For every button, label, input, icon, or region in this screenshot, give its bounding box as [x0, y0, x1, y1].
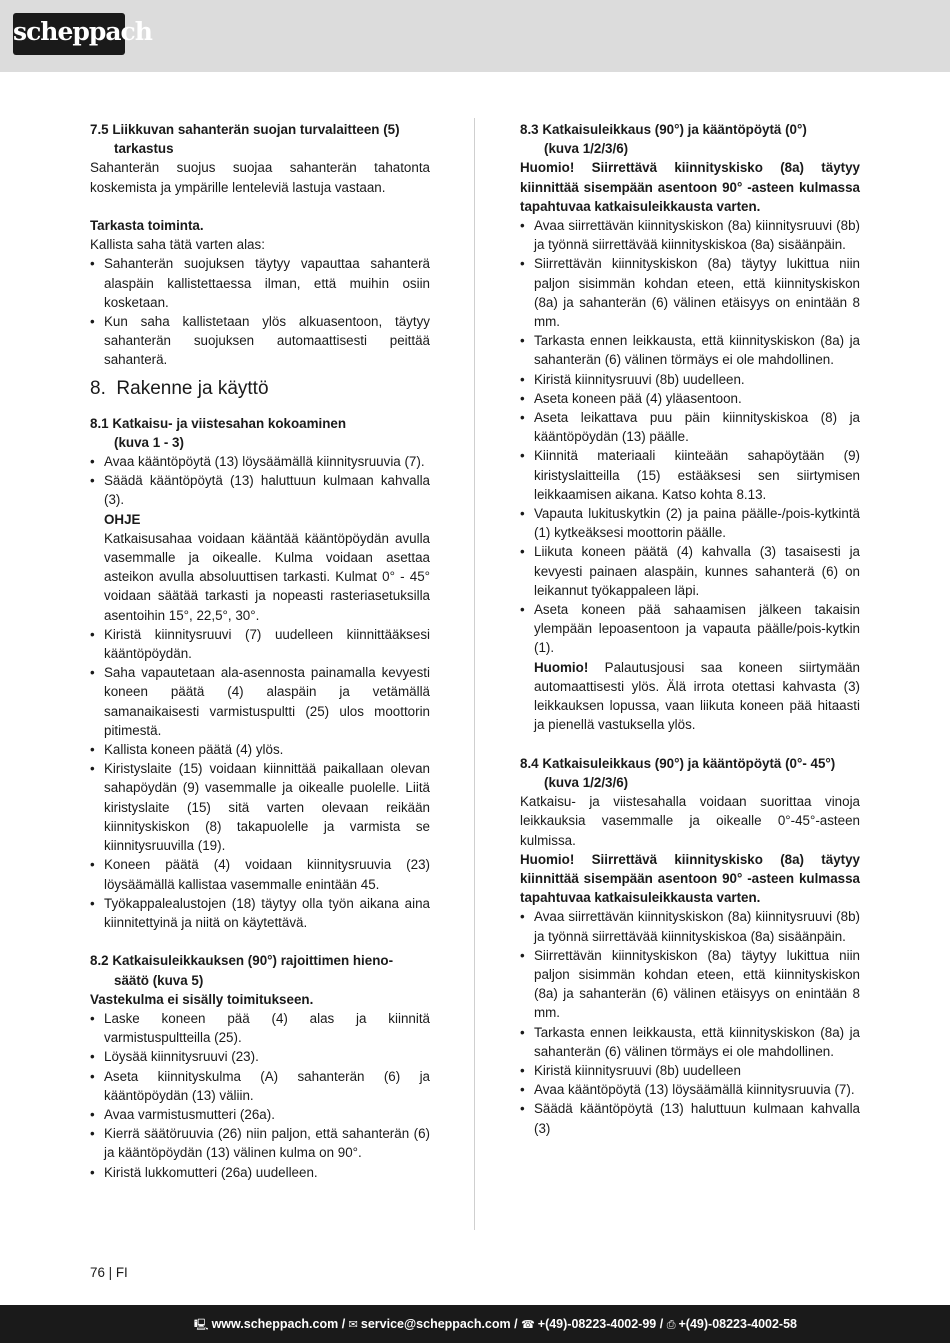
- section-8-4-list: [520, 907, 860, 1137]
- section-8-3-heading-line1: 8.3 Katkaisuleikkaus (90°) ja kääntöpöytä (0°): [520, 122, 807, 137]
- check-function-label: Tarkasta toiminta.: [90, 218, 204, 233]
- chapter-title: Rakenne ja käyttö: [116, 377, 269, 399]
- list-item: • Aseta koneen pää (4) yläasentoon.: [520, 389, 860, 408]
- list-item: • Siirrettävän kiinnityskiskon (8a) täytyy lukittua niin paljon sisimmän kohdan eteen, että kiinnityskiskon (8a) ja sahanterän (6) välinen etäisyys on enintään 8 mm.: [520, 946, 860, 1023]
- list-item: • Sahanterän suojuksen täytyy vapauttaa sahanterä alaspäin kallistettaessa ilman, että muihin osiin kosketaan.: [90, 254, 430, 312]
- list-item: • Tarkasta ennen leikkausta, että kiinnityskiskon (8a) ja sahanterän (6) välinen törmäys ei ole mahdollinen.: [520, 331, 860, 369]
- list-item: • Kiristä kiinnitysruuvi (8b) uudelleen: [520, 1061, 860, 1080]
- note-text: Katkaisusahaa voidaan kääntää kääntöpöydän avulla vasemmalle ja oikealle. Kulma voidaan asettaa asteikon avulla absoluuttisen tarkasti. Kulmat 0° - 45° voidaan säätää tarkasti ja nopeasti rasteriasetuksilla asentoihin 15°, 22,5°, 30°.: [104, 530, 430, 623]
- list-item: • Aseta kiinnityskulma (A) sahanterän (6) ja kääntöpöydän (13) väliin.: [90, 1067, 430, 1105]
- section-8-2-heading: [90, 951, 430, 989]
- page-header: [0, 0, 950, 72]
- list-item: • Avaa siirrettävän kiinnityskiskon (8a) kiinnitysruuvi (8b) ja työnnä siirrettävää kiinnityskiskoa (8a) sisäänpäin.: [520, 907, 860, 945]
- section-8-1-heading: [90, 414, 430, 452]
- note-label: OHJE: [104, 511, 141, 527]
- list-item: • Kierrä säätöruuvia (26) niin paljon, että sahanterän (6) ja kääntöpöydän (13) välinen kulma on 90°.: [90, 1124, 430, 1162]
- section-8-3-heading: [520, 120, 860, 158]
- section-8-1-list-a: [90, 452, 430, 510]
- section-7-5-heading-line2: tarkastus: [114, 141, 174, 157]
- chapter-number: 8.: [90, 377, 106, 399]
- list-item: • Kiristä lukkomutteri (26a) uudelleen.: [90, 1163, 430, 1182]
- list-item: • Avaa varmistusmutteri (26a).: [90, 1105, 430, 1124]
- section-8-2-note: Vastekulma ei sisälly toimitukseen.: [90, 991, 314, 1007]
- list-item: • Avaa kääntöpöytä (13) löysäämällä kiinnitysruuvia (7).: [520, 1080, 860, 1099]
- column-divider: [474, 118, 475, 1230]
- list-item: • Työkappalealustojen (18) täytyy olla työn aikana aina kiinnitettyinä ja niitä on käytettävä.: [90, 894, 430, 932]
- mail-icon: ✉: [348, 1318, 358, 1331]
- list-item: • Kiristyslaite (15) voidaan kiinnittää paikallaan olevan sahapöydän (9) vasemmalle ja oikealle puolelle. Liitä kiristyslaite (15) sitä varten olevaan reikään kiinnityskiskon (8) takapuolelle ja varmista se kiinnitysruuvilla (19).: [90, 759, 430, 855]
- list-item: • Vapauta lukituskytkin (2) ja paina päälle-/pois-kytkintä (1) kytkeäksesi moottorin päälle.: [520, 504, 860, 542]
- list-item: • Aseta koneen pää sahaamisen jälkeen takaisin ylempään lepoasentoon ja vapauta päälle/pois-kytkin (1).: [520, 600, 860, 658]
- section-8-2-heading-line1: 8.2 Katkaisuleikkauksen (90°) rajoittimen hieno-: [90, 953, 394, 969]
- note-text: Palautusjousi saa koneen siirtymään automaattisesti ylös. Älä irrota otettasi kahvasta (3) leikkauksen lopussa, vaan liikuta koneen pää hitaasti ja pienellä vastuksella ylös.: [534, 659, 860, 733]
- scheppach-logo: [13, 13, 152, 55]
- list-item: • Säädä kääntöpöytä (13) haluttuun kulmaan kahvalla (3).: [90, 471, 430, 509]
- section-8-3-list: [520, 216, 860, 658]
- phone-icon: ☎: [521, 1318, 535, 1331]
- tilt-instruction: Kallista saha tätä varten alas:: [90, 237, 265, 253]
- right-column: [520, 120, 860, 1138]
- list-item: • Siirrettävän kiinnityskiskon (8a) täytyy lukittua niin paljon sisimmän kohdan eteen, että kiinnityskiskon (8a) ja sahanterän (6) välinen etäisyys on enintään 8 mm.: [520, 254, 860, 331]
- section-8-4-heading-line2: (kuva 1/2/3/6): [544, 774, 629, 790]
- chapter-8-heading: [90, 377, 430, 401]
- page-language: FI: [115, 1265, 128, 1280]
- footer-email[interactable]: service@scheppach.com: [360, 1317, 511, 1331]
- section-8-3-note: [520, 658, 860, 735]
- list-item: • Kiristä kiinnitysruuvi (7) uudelleen kiinnittääksesi kääntöpöydän.: [90, 625, 430, 663]
- list-item: • Säädä kääntöpöytä (13) haluttuun kulmaan kahvalla (3): [520, 1099, 860, 1137]
- page-number: 76 | FI: [90, 1265, 128, 1280]
- fax-icon: ⎙: [666, 1318, 676, 1331]
- section-8-3-heading-line2: (kuva 1/2/3/6): [544, 141, 629, 157]
- page-number-value: 76: [90, 1265, 105, 1280]
- list-item: • Kallista koneen päätä (4) ylös.: [90, 740, 430, 759]
- section-8-4-warning: Huomio! Siirrettävä kiinnityskisko (8a) täytyy kiinnittää sisempään asentoon 90° -asteen kulmassa tapahtuvaa katkaisuleikkausta varten.: [520, 851, 860, 906]
- list-item: • Aseta leikattava puu päin kiinnityskiskoa (8) ja kääntöpöydän (13) päälle.: [520, 408, 860, 446]
- list-item: • Kiinnitä materiaali kiinteään sahapöytään (9) kiristyslaitteilla (15) estääksesi sen siirtymisen leikkaamisen aikana. Katso kohta 8.13.: [520, 446, 860, 504]
- list-item: • Saha vapautetaan ala-asennosta painamalla kevyesti koneen päätä (4) alaspäin ja vetämällä samanaikaisesti varmistuspultti (25) ulos moottorin pitimestä.: [90, 663, 430, 740]
- list-item: • Kiristä kiinnitysruuvi (8b) uudelleen.: [520, 370, 860, 389]
- section-8-4-heading: [520, 754, 860, 792]
- footer-website[interactable]: www.scheppach.com: [211, 1317, 339, 1331]
- section-8-1-list-b: [90, 625, 430, 932]
- logo-text: scheppach: [13, 17, 152, 46]
- left-column: [90, 120, 430, 1182]
- list-item: • Koneen päätä (4) voidaan kiinnitysruuvia (23) löysäämällä kallistaa vasemmalle enintään 45.: [90, 855, 430, 893]
- section-7-5-paragraph: Sahanterän suojus suojaa sahanterän tahatonta koskemista ja ympärille lenteleviä lastuja vastaan.: [90, 160, 430, 195]
- list-item: • Tarkasta ennen leikkausta, että kiinnityskiskon (8a) ja sahanterän (6) välinen törmäys ei ole mahdollinen.: [520, 1023, 860, 1061]
- computer-icon: 🖳: [193, 1318, 209, 1331]
- section-8-2-list: [90, 1009, 430, 1182]
- section-8-4-paragraph: Katkaisu- ja viistesahalla voidaan suorittaa vinoja leikkauksia vasemmalle ja oikealle 0°-45°-asteen kulmissa.: [520, 794, 860, 848]
- footer-phone: +(49)-08223-4002-99: [537, 1317, 657, 1331]
- note-label: Huomio!: [534, 659, 589, 675]
- section-8-4-heading-line1: 8.4 Katkaisuleikkaus (90°) ja kääntöpöytä (0°- 45°): [520, 755, 836, 771]
- section-8-3-warning: Huomio! Siirrettävä kiinnityskisko (8a) täytyy kiinnittää sisempään asentoon 90° -asteen kulmassa tapahtuvaa katkaisuleikkausta varten.: [520, 160, 860, 214]
- list-item: • Liikuta koneen päätä (4) kahvalla (3) tasaisesti ja kevyesti painaen alaspäin, kunnes sahanterä (6) on leikannut työkappaleen läpi.: [520, 542, 860, 600]
- section-8-2-heading-line2: säätö (kuva 5): [114, 972, 204, 988]
- footer-fax: +(49)-08223-4002-58: [678, 1317, 797, 1331]
- page-footer: 🖳 www.scheppach.com / ✉ service@scheppach.com / ☎ +(49)-08223-4002-99 / ⎙ +(49)-08223-4002-58: [0, 1305, 950, 1343]
- section-7-5-heading-line1: 7.5 Liikkuvan sahanterän suojan turvalaitteen (5): [90, 122, 400, 137]
- list-item: • Avaa siirrettävän kiinnityskiskon (8a) kiinnitysruuvi (8b) ja työnnä siirrettävää kiinnityskiskoa (8a) sisäänpäin.: [520, 216, 860, 254]
- section-7-5-heading: [90, 120, 430, 158]
- section-7-5-list: [90, 254, 430, 369]
- list-item: • Kun saha kallistetaan ylös alkuasentoon, täytyy sahanterän suojuksen automaattisesti peittää sahanterä.: [90, 312, 430, 370]
- section-8-1-heading-line2: (kuva 1 - 3): [114, 434, 184, 450]
- list-item: • Laske koneen pää (4) alas ja kiinnitä varmistuspultteilla (25).: [90, 1009, 430, 1047]
- section-8-1-heading-line1: 8.1 Katkaisu- ja viistesahan kokoaminen: [90, 415, 347, 431]
- list-item: • Avaa kääntöpöytä (13) löysäämällä kiinnitysruuvia (7).: [90, 452, 430, 471]
- list-item: • Löysää kiinnitysruuvi (23).: [90, 1047, 430, 1066]
